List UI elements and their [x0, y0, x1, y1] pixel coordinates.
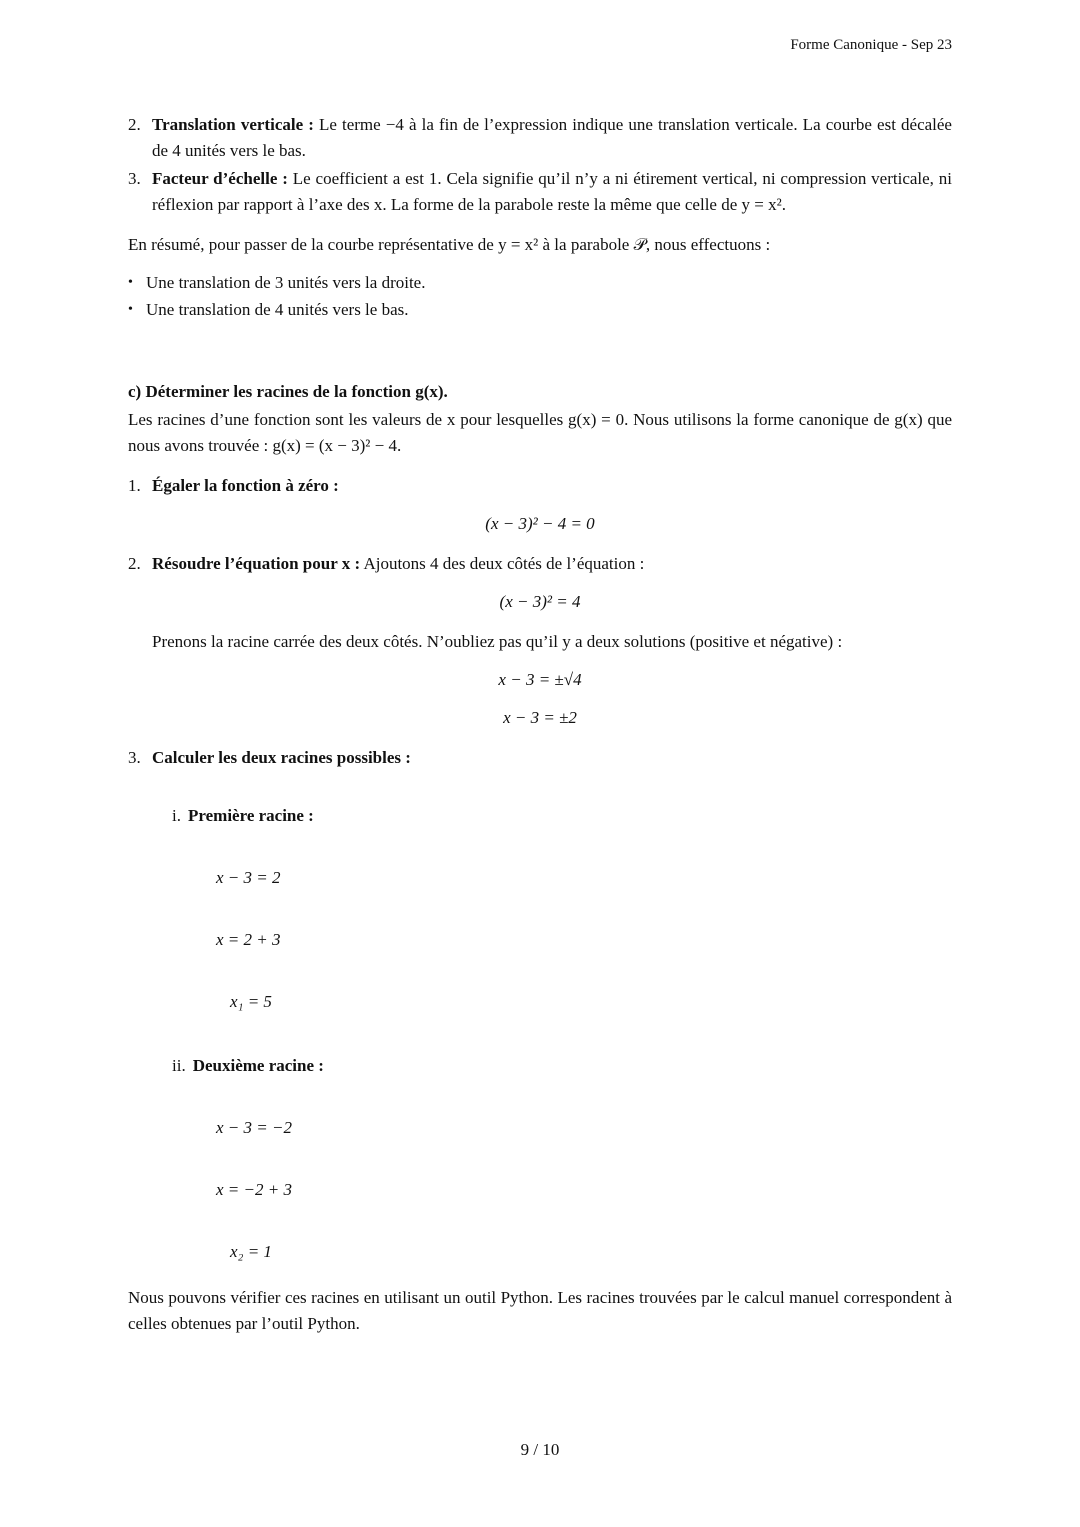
step-marker: 2.: [128, 554, 141, 573]
first-root-block: [172, 803, 952, 1015]
bullet-icon: •: [128, 275, 133, 290]
equation-second-root-result: x₂ = 1: [230, 1242, 272, 1261]
square-root-note: Prenons la racine carrée des deux côtés. N’oubliez pas qu’il y a deux solutions (positive et négative) :: [152, 632, 843, 651]
equation-plus-minus-two: x − 3 = ±2: [503, 708, 577, 727]
step-body: [152, 473, 952, 499]
running-header-title: Forme Canonique - Sep 23: [790, 37, 952, 53]
list-item-body: [152, 166, 952, 218]
list-item-translation-verticale: [128, 112, 952, 164]
step-egaler-zero: [128, 473, 952, 499]
section-c-intro: Les racines d’une fonction sont les valeurs de x pour lesquelles g(x) = 0. Nous utilisons la forme canonique de g(x) que nous avons trouvée : g(x) = (x − 3)² − 4.: [128, 410, 952, 455]
equation-first-root-result: x₁ = 5: [230, 992, 272, 1011]
list-marker: 2.: [128, 115, 141, 134]
step-resoudre-equation: [128, 551, 952, 577]
list-item-body: [152, 112, 952, 164]
root-title: Deuxième racine :: [192, 1056, 324, 1075]
bullet-icon: •: [128, 302, 133, 317]
equation-set-to-zero: (x − 3)² − 4 = 0: [485, 514, 595, 533]
list-marker: 3.: [128, 169, 141, 188]
list-item-facteur-echelle: [128, 166, 952, 218]
resume-bullet-list: [128, 270, 952, 323]
second-root-block: [172, 1053, 952, 1265]
page-number: 9 / 10: [520, 1440, 560, 1459]
section-c-heading: c) Déterminer les racines de la fonction g(x).: [128, 382, 448, 401]
list-item: [128, 270, 952, 296]
page-footer: [0, 1437, 1080, 1463]
second-root-heading: [172, 1053, 952, 1079]
bullet-text: Une translation de 3 unités vers la droite.: [146, 273, 426, 292]
roman-marker: ii.: [172, 1056, 186, 1075]
first-root-heading: [172, 803, 952, 829]
step-text: Ajoutons 4 des deux côtés de l’équation :: [363, 554, 645, 573]
equation-squared-equals-four: (x − 3)² = 4: [499, 592, 581, 611]
closing-paragraph: Nous pouvons vérifier ces racines en utilisant un outil Python. Les racines trouvées par le calcul manuel correspondent à celles obtenues par l’outil Python.: [128, 1288, 952, 1333]
page-header: [790, 32, 952, 58]
step-body: [152, 551, 952, 577]
equation-plus-minus-sqrt: x − 3 = ±√4: [498, 670, 582, 689]
step-lead: Résoudre l’équation pour x :: [152, 554, 361, 573]
document-content: [128, 112, 952, 1337]
step-marker: 3.: [128, 748, 141, 767]
list-item-lead: Translation verticale :: [152, 115, 314, 134]
bullet-text: Une translation de 4 unités vers le bas.: [146, 300, 409, 319]
step-body: [152, 745, 952, 771]
equation-second-root-2: x = −2 + 3: [216, 1180, 292, 1199]
list-item-lead: Facteur d’échelle :: [152, 169, 288, 188]
equation-first-root-2: x = 2 + 3: [216, 930, 281, 949]
step-lead: Égaler la fonction à zéro :: [152, 476, 339, 495]
list-item: [128, 297, 952, 323]
resume-intro-paragraph: En résumé, pour passer de la courbe représentative de y = x² à la parabole 𝒫, nous effectuons :: [128, 235, 771, 254]
list-item-text: Le terme −4 à la fin de l’expression indique une translation verticale. La courbe est décalée de 4 unités vers le bas.: [152, 115, 952, 160]
list-item-text: Le coefficient a est 1. Cela signifie qu’il n’y a ni étirement vertical, ni compression verticale, ni réflexion par rapport à l’axe des x. La forme de la parabole reste la même que celle de y = x².: [152, 169, 953, 214]
equation-second-root-1: x − 3 = −2: [216, 1118, 292, 1137]
equation-first-root-1: x − 3 = 2: [216, 868, 281, 887]
step-marker: 1.: [128, 476, 141, 495]
roman-marker: i.: [172, 806, 181, 825]
step-calculer-racines: [128, 745, 952, 771]
root-title: Première racine :: [187, 806, 314, 825]
step-lead: Calculer les deux racines possibles :: [152, 748, 411, 767]
